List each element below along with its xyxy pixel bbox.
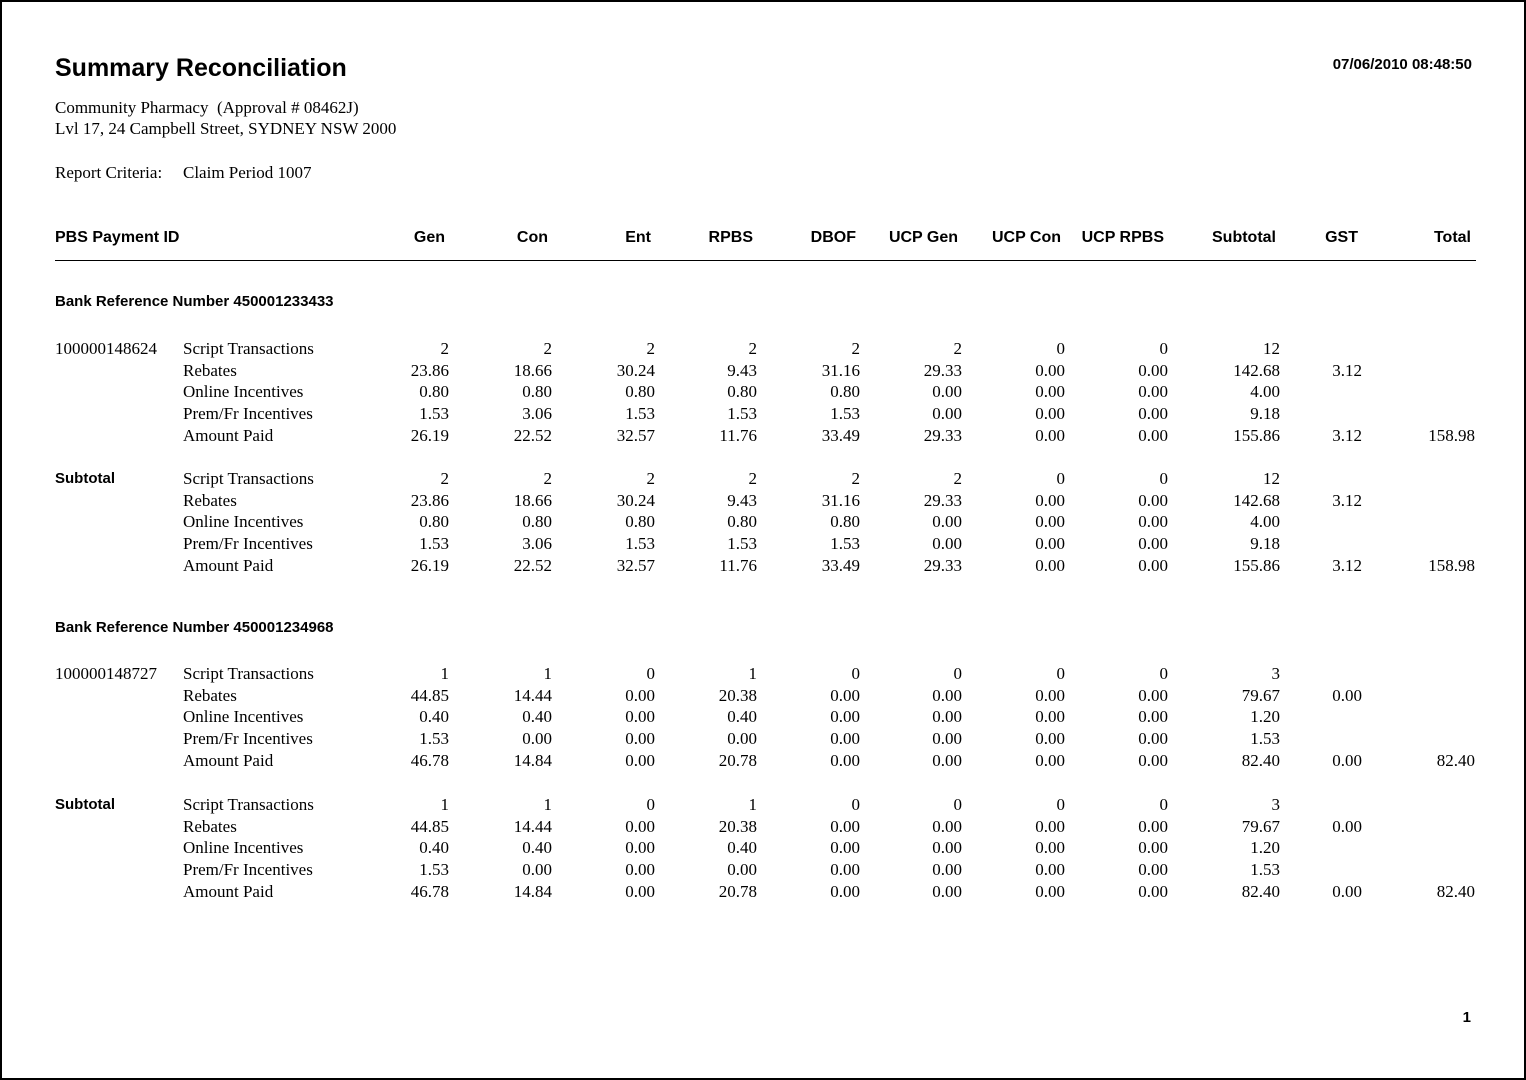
cell-rpbs: 20.78	[718, 750, 757, 770]
row-label: Online Incentives	[183, 382, 304, 402]
subtotal-block	[2, 794, 1526, 902]
row-label: Online Incentives	[183, 512, 304, 532]
cell-subtotal: 82.40	[1241, 750, 1280, 770]
cell-gen: 44.85	[410, 685, 449, 705]
cell-subtotal: 1.20	[1250, 838, 1280, 858]
cell-dbof: 0	[851, 795, 860, 814]
cell-gst: 0.00	[1332, 750, 1362, 770]
cell-gen: 0.80	[419, 512, 449, 532]
cell-ucp-con: 0.00	[1035, 512, 1065, 532]
cell-ucp-con: 0.00	[1035, 707, 1065, 727]
cell-dbof: 33.49	[821, 425, 860, 445]
cell-ent: 2	[646, 469, 655, 488]
cell-subtotal: 155.86	[1233, 425, 1280, 445]
column-header-con: Con	[516, 229, 548, 246]
row-label: Amount Paid	[183, 425, 274, 445]
column-header-ent: Ent	[625, 229, 651, 246]
cell-ucp-con: 0.00	[1035, 404, 1065, 424]
subtotal-label: Subtotal	[55, 796, 115, 813]
cell-ucp-gen: 0	[953, 795, 962, 814]
cell-rpbs: 0.80	[727, 512, 757, 532]
cell-ent: 0.00	[625, 816, 655, 836]
row-label: Prem/Fr Incentives	[183, 534, 313, 554]
column-header-dbof: DBOF	[810, 229, 856, 246]
cell-ucp-rpbs: 0	[1159, 339, 1168, 358]
cell-ucp-gen: 2	[953, 469, 962, 488]
cell-ucp-rpbs: 0.00	[1138, 860, 1168, 880]
payment-block	[2, 663, 1526, 771]
cell-ucp-rpbs: 0.00	[1138, 512, 1168, 532]
cell-ucp-gen: 2	[953, 339, 962, 358]
column-header-ucp-con: UCP Con	[991, 229, 1061, 246]
cell-gen: 26.19	[410, 425, 449, 445]
cell-dbof: 31.16	[821, 490, 860, 510]
cell-rpbs: 11.76	[719, 555, 757, 575]
cell-gen: 26.19	[410, 555, 449, 575]
cell-subtotal: 142.68	[1233, 490, 1280, 510]
row-label: Prem/Fr Incentives	[183, 404, 313, 424]
address-line: Lvl 17, 24 Campbell Street, SYDNEY NSW 2000	[55, 119, 397, 138]
cell-subtotal: 79.67	[1241, 685, 1280, 705]
cell-subtotal: 4.00	[1250, 382, 1280, 402]
cell-rpbs: 1.53	[727, 404, 757, 424]
cell-subtotal: 155.86	[1233, 555, 1280, 575]
cell-subtotal: 142.68	[1233, 360, 1280, 380]
cell-ent: 0.00	[625, 729, 655, 749]
cell-dbof: 2	[851, 469, 860, 488]
cell-subtotal: 9.18	[1250, 534, 1280, 554]
cell-ucp-con: 0.00	[1035, 860, 1065, 880]
cell-dbof: 0.80	[830, 512, 860, 532]
row-label: Rebates	[183, 685, 237, 705]
cell-dbof: 31.16	[821, 360, 860, 380]
cell-ucp-con: 0.00	[1035, 881, 1065, 901]
cell-dbof: 0.00	[830, 750, 860, 770]
cell-ucp-rpbs: 0.00	[1138, 555, 1168, 575]
cell-gst: 0.00	[1332, 816, 1362, 836]
cell-total: 82.40	[1436, 881, 1475, 901]
cell-gen: 44.85	[410, 816, 449, 836]
table-row	[2, 511, 1526, 533]
cell-dbof: 0.00	[830, 816, 860, 836]
cell-gen: 1	[440, 795, 449, 814]
cell-rpbs: 9.43	[727, 360, 757, 380]
cell-ent: 0	[646, 795, 655, 814]
cell-ucp-gen: 29.33	[923, 490, 962, 510]
cell-ucp-con: 0.00	[1035, 816, 1065, 836]
table-row	[2, 794, 1526, 816]
cell-subtotal: 12	[1263, 339, 1280, 358]
cell-dbof: 0.80	[830, 382, 860, 402]
cell-ent: 32.57	[616, 425, 655, 445]
cell-ucp-con: 0	[1056, 469, 1065, 488]
cell-total: 158.98	[1428, 555, 1475, 575]
cell-rpbs: 2	[748, 339, 757, 358]
cell-con: 0.00	[522, 860, 552, 880]
cell-ucp-gen: 0.00	[932, 382, 962, 402]
cell-ucp-gen: 0.00	[932, 512, 962, 532]
cell-rpbs: 1.53	[727, 534, 757, 554]
row-label: Online Incentives	[183, 838, 304, 858]
cell-rpbs: 0.00	[727, 860, 757, 880]
cell-ent: 0.00	[625, 881, 655, 901]
cell-ucp-con: 0.00	[1035, 685, 1065, 705]
row-label: Prem/Fr Incentives	[183, 860, 313, 880]
cell-ucp-gen: 29.33	[923, 360, 962, 380]
cell-dbof: 0.00	[830, 707, 860, 727]
cell-ent: 0.80	[625, 382, 655, 402]
row-label: Script Transactions	[183, 795, 314, 814]
row-label: Amount Paid	[183, 881, 274, 901]
cell-ucp-con: 0.00	[1035, 382, 1065, 402]
cell-subtotal: 3	[1271, 664, 1280, 683]
cell-con: 18.66	[513, 360, 552, 380]
row-label: Online Incentives	[183, 707, 304, 727]
cell-ucp-gen: 0.00	[932, 729, 962, 749]
cell-total: 82.40	[1436, 750, 1475, 770]
cell-gen: 1	[440, 664, 449, 683]
cell-con: 14.44	[513, 685, 552, 705]
cell-subtotal: 1.20	[1250, 707, 1280, 727]
cell-ent: 0.00	[625, 838, 655, 858]
cell-ucp-rpbs: 0.00	[1138, 425, 1168, 445]
cell-rpbs: 20.78	[718, 881, 757, 901]
cell-subtotal: 82.40	[1241, 881, 1280, 901]
criteria-value: Claim Period 1007	[183, 163, 312, 182]
cell-ucp-rpbs: 0.00	[1138, 750, 1168, 770]
cell-dbof: 0.00	[830, 838, 860, 858]
cell-ucp-gen: 0.00	[932, 534, 962, 554]
cell-con: 1	[543, 664, 552, 683]
cell-gen: 1.53	[419, 534, 449, 554]
cell-gen: 46.78	[410, 750, 449, 770]
cell-gst: 0.00	[1332, 881, 1362, 901]
cell-dbof: 1.53	[830, 404, 860, 424]
cell-con: 0.40	[522, 707, 552, 727]
page-number: 1	[1462, 1009, 1471, 1026]
cell-gst: 0.00	[1332, 685, 1362, 705]
cell-ent: 30.24	[616, 490, 655, 510]
cell-con: 14.84	[513, 881, 552, 901]
cell-ucp-con: 0.00	[1035, 360, 1065, 380]
cell-ucp-gen: 0.00	[932, 881, 962, 901]
cell-rpbs: 0.40	[727, 838, 757, 858]
cell-gen: 46.78	[410, 881, 449, 901]
cell-ucp-con: 0.00	[1035, 729, 1065, 749]
cell-rpbs: 1	[748, 795, 757, 814]
cell-con: 14.44	[513, 816, 552, 836]
table-row	[2, 533, 1526, 555]
cell-ucp-gen: 0.00	[932, 404, 962, 424]
cell-ucp-rpbs: 0.00	[1138, 729, 1168, 749]
cell-ucp-con: 0.00	[1035, 838, 1065, 858]
cell-ucp-gen: 0.00	[932, 707, 962, 727]
cell-ucp-rpbs: 0	[1159, 469, 1168, 488]
cell-ucp-gen: 29.33	[923, 555, 962, 575]
table-row	[2, 881, 1526, 903]
cell-ucp-con: 0.00	[1035, 555, 1065, 575]
table-row	[2, 468, 1526, 490]
cell-con: 0.00	[522, 729, 552, 749]
cell-ucp-con: 0.00	[1035, 750, 1065, 770]
cell-ucp-rpbs: 0.00	[1138, 707, 1168, 727]
table-row	[2, 663, 1526, 685]
cell-con: 0.80	[522, 382, 552, 402]
cell-ucp-gen: 0.00	[932, 838, 962, 858]
cell-ucp-gen: 0.00	[932, 860, 962, 880]
cell-ucp-rpbs: 0.00	[1138, 382, 1168, 402]
subtotal-label: Subtotal	[55, 470, 115, 487]
table-row	[2, 360, 1526, 382]
cell-ucp-gen: 0.00	[932, 685, 962, 705]
cell-ucp-gen: 0.00	[932, 750, 962, 770]
cell-con: 2	[543, 469, 552, 488]
table-row	[2, 750, 1526, 772]
pbs-payment-id: 100000148624	[55, 339, 157, 358]
cell-ucp-con: 0	[1056, 795, 1065, 814]
cell-ucp-rpbs: 0.00	[1138, 881, 1168, 901]
cell-rpbs: 0.00	[727, 729, 757, 749]
table-row	[2, 728, 1526, 750]
cell-dbof: 0.00	[830, 685, 860, 705]
cell-ent: 30.24	[616, 360, 655, 380]
cell-ucp-con: 0	[1056, 339, 1065, 358]
table-row	[2, 555, 1526, 577]
cell-ent: 0.80	[625, 512, 655, 532]
cell-gen: 2	[440, 339, 449, 358]
cell-subtotal: 9.18	[1250, 404, 1280, 424]
cell-ent: 0.00	[625, 707, 655, 727]
column-header-pbs-payment-id: PBS Payment ID	[55, 229, 180, 246]
cell-ucp-con: 0	[1056, 664, 1065, 683]
row-label: Rebates	[183, 490, 237, 510]
table-row	[2, 706, 1526, 728]
column-header-ucp-gen: UCP Gen	[888, 229, 958, 246]
cell-ucp-gen: 0	[953, 664, 962, 683]
cell-gen: 23.86	[410, 360, 449, 380]
cell-rpbs: 11.76	[719, 425, 757, 445]
cell-gen: 0.40	[419, 838, 449, 858]
table-row	[2, 381, 1526, 403]
cell-dbof: 33.49	[821, 555, 860, 575]
cell-ent: 0	[646, 664, 655, 683]
cell-gen: 1.53	[419, 860, 449, 880]
row-label: Amount Paid	[183, 555, 274, 575]
cell-dbof: 1.53	[830, 534, 860, 554]
cell-con: 2	[543, 339, 552, 358]
row-label: Amount Paid	[183, 750, 274, 770]
cell-rpbs: 1	[748, 664, 757, 683]
cell-gst: 3.12	[1332, 555, 1362, 575]
bank-reference-heading: Bank Reference Number 450001234968	[55, 619, 334, 636]
cell-ent: 0.00	[625, 685, 655, 705]
report-datetime: 07/06/2010 08:48:50	[1332, 56, 1472, 73]
cell-ucp-rpbs: 0.00	[1138, 685, 1168, 705]
criteria-label: Report Criteria:	[55, 163, 163, 182]
column-header-subtotal: Subtotal	[1212, 229, 1276, 246]
cell-con: 22.52	[513, 425, 552, 445]
cell-subtotal: 1.53	[1250, 860, 1280, 880]
cell-rpbs: 0.80	[727, 382, 757, 402]
cell-con: 14.84	[513, 750, 552, 770]
table-row	[2, 403, 1526, 425]
cell-ucp-rpbs: 0.00	[1138, 838, 1168, 858]
header-rule	[55, 260, 1476, 261]
report-title: Summary Reconciliation	[55, 54, 347, 82]
cell-con: 0.80	[522, 512, 552, 532]
cell-rpbs: 20.38	[718, 685, 757, 705]
cell-gst: 3.12	[1332, 360, 1362, 380]
cell-total: 158.98	[1428, 425, 1475, 445]
cell-subtotal: 79.67	[1241, 816, 1280, 836]
cell-ent: 2	[646, 339, 655, 358]
subtotal-block	[2, 468, 1526, 576]
row-label: Script Transactions	[183, 339, 314, 358]
cell-ucp-rpbs: 0.00	[1138, 534, 1168, 554]
table-row	[2, 338, 1526, 360]
cell-con: 18.66	[513, 490, 552, 510]
cell-ucp-rpbs: 0.00	[1138, 360, 1168, 380]
cell-dbof: 0.00	[830, 881, 860, 901]
cell-ucp-gen: 29.33	[923, 425, 962, 445]
row-label: Script Transactions	[183, 469, 314, 488]
bank-reference-heading: Bank Reference Number 450001233433	[55, 293, 334, 310]
column-header-gst: GST	[1325, 229, 1358, 246]
cell-ent: 1.53	[625, 404, 655, 424]
cell-ucp-rpbs: 0.00	[1138, 816, 1168, 836]
cell-con: 0.40	[522, 838, 552, 858]
cell-subtotal: 12	[1263, 469, 1280, 488]
row-label: Rebates	[183, 816, 237, 836]
column-header-rpbs: RPBS	[708, 229, 753, 246]
cell-ent: 0.00	[625, 750, 655, 770]
cell-dbof: 0.00	[830, 860, 860, 880]
cell-gen: 1.53	[419, 404, 449, 424]
cell-subtotal: 3	[1271, 795, 1280, 814]
cell-rpbs: 2	[748, 469, 757, 488]
cell-gen: 1.53	[419, 729, 449, 749]
cell-ucp-con: 0.00	[1035, 534, 1065, 554]
cell-subtotal: 1.53	[1250, 729, 1280, 749]
cell-ent: 32.57	[616, 555, 655, 575]
row-label: Rebates	[183, 360, 237, 380]
table-row	[2, 490, 1526, 512]
cell-gen: 0.80	[419, 382, 449, 402]
column-header-ucp-rpbs: UCP RPBS	[1081, 229, 1164, 246]
column-header-total: Total	[1433, 229, 1471, 246]
cell-gst: 3.12	[1332, 490, 1362, 510]
cell-rpbs: 9.43	[727, 490, 757, 510]
pbs-payment-id: 100000148727	[55, 664, 157, 683]
cell-ucp-rpbs: 0.00	[1138, 404, 1168, 424]
cell-ent: 1.53	[625, 534, 655, 554]
table-row	[2, 685, 1526, 707]
cell-rpbs: 20.38	[718, 816, 757, 836]
row-label: Script Transactions	[183, 664, 314, 683]
cell-con: 3.06	[522, 404, 552, 424]
table-row	[2, 837, 1526, 859]
cell-gen: 23.86	[410, 490, 449, 510]
table-row	[2, 425, 1526, 447]
cell-gst: 3.12	[1332, 425, 1362, 445]
cell-con: 1	[543, 795, 552, 814]
cell-dbof: 0	[851, 664, 860, 683]
cell-ucp-gen: 0.00	[932, 816, 962, 836]
cell-ucp-rpbs: 0.00	[1138, 490, 1168, 510]
row-label: Prem/Fr Incentives	[183, 729, 313, 749]
cell-con: 22.52	[513, 555, 552, 575]
cell-con: 3.06	[522, 534, 552, 554]
cell-gen: 0.40	[419, 707, 449, 727]
cell-dbof: 0.00	[830, 729, 860, 749]
cell-subtotal: 4.00	[1250, 512, 1280, 532]
cell-ent: 0.00	[625, 860, 655, 880]
cell-ucp-con: 0.00	[1035, 425, 1065, 445]
cell-ucp-con: 0.00	[1035, 490, 1065, 510]
cell-ucp-rpbs: 0	[1159, 795, 1168, 814]
cell-ucp-rpbs: 0	[1159, 664, 1168, 683]
table-row	[2, 816, 1526, 838]
cell-dbof: 2	[851, 339, 860, 358]
table-row	[2, 859, 1526, 881]
cell-gen: 2	[440, 469, 449, 488]
column-header-gen: Gen	[413, 229, 445, 246]
payment-block	[2, 338, 1526, 446]
cell-rpbs: 0.40	[727, 707, 757, 727]
pharmacy-line: Community Pharmacy (Approval # 08462J)	[55, 98, 359, 117]
